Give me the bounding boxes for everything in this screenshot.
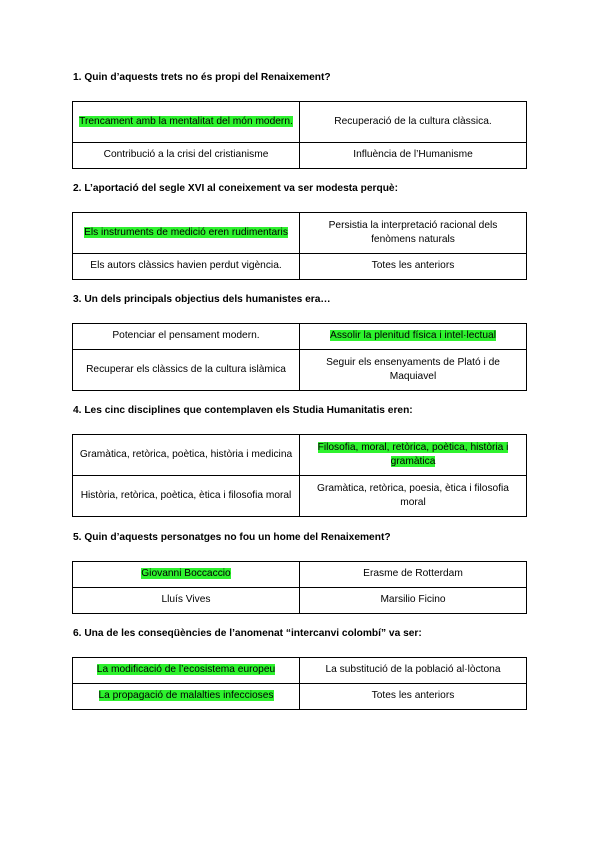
option[interactable]: [73, 324, 300, 350]
option-text: Els instruments de medició eren rudimentaris: [84, 226, 288, 238]
option[interactable]: [300, 684, 527, 710]
option[interactable]: [73, 143, 300, 169]
option[interactable]: [300, 254, 527, 280]
option-text: Trencament amb la mentalitat del món modern.: [79, 115, 293, 127]
option[interactable]: [73, 562, 300, 588]
option-text: Marsilio Ficino: [380, 594, 446, 606]
question-2-title: 2. L’aportació del segle XVI al coneixement va ser modesta perquè:: [73, 183, 398, 194]
option-text: Seguir els ensenyaments de Plató i de Maquiavel: [326, 356, 500, 382]
question-2-options: [72, 212, 527, 280]
option-text: Gramàtica, retòrica, poètica, història i medicina: [79, 448, 293, 460]
option-text: Els autors clàssics havien perdut vigència.: [90, 260, 282, 272]
option[interactable]: [300, 213, 527, 254]
option[interactable]: [73, 102, 300, 143]
option-text: Influència de l’Humanisme: [353, 149, 473, 161]
option-text: Erasme de Rotterdam: [363, 568, 463, 580]
question-4-title: 4. Les cinc disciplines que contemplaven els Studia Humanitatis eren:: [73, 405, 413, 416]
option-text: Història, retòrica, poètica, ètica i filosofia moral: [80, 489, 292, 501]
option-text: Lluís Vives: [161, 594, 211, 606]
question-1-options: [72, 101, 527, 169]
question-6-options: [72, 657, 527, 710]
option[interactable]: [73, 435, 300, 476]
option-text: Totes les anteriors: [371, 260, 455, 272]
question-3-options: [72, 323, 527, 391]
option[interactable]: [300, 562, 527, 588]
option-text: La substitució de la població al·lòctona: [325, 664, 501, 676]
option[interactable]: [300, 658, 527, 684]
question-3-title: 3. Un dels principals objectius dels humanistes era…: [73, 294, 331, 305]
option-text: Recuperar els clàssics de la cultura islàmica: [86, 363, 286, 375]
option-text: La propagació de malalties infeccioses: [98, 690, 274, 702]
option[interactable]: [300, 102, 527, 143]
option-text: Gramàtica, retòrica, poesia, ètica i filosofia moral: [317, 482, 509, 508]
option-text: Potenciar el pensament modern.: [112, 330, 260, 342]
option[interactable]: [300, 435, 527, 476]
question-5-title: 5. Quin d’aquests personatges no fou un home del Renaixement?: [73, 532, 391, 543]
option-text: Filosofia, moral, retòrica, poètica, història i gramàtica: [317, 441, 509, 467]
option[interactable]: [73, 476, 300, 517]
option-text: Giovanni Boccaccio: [141, 568, 231, 580]
option-text: Persistia la interpretació racional dels fenòmens naturals: [328, 219, 498, 245]
option-text: Totes les anteriors: [371, 690, 455, 702]
option-text: La modificació de l’ecosistema europeu: [96, 664, 276, 676]
question-1-title: 1. Quin d’aquests trets no és propi del Renaixement?: [73, 72, 331, 83]
option[interactable]: [300, 476, 527, 517]
option-text: Assolir la plenitud física i intel·lectual: [330, 330, 496, 342]
question-5-options: [72, 561, 527, 614]
option-text: Contribució a la crisi del cristianisme: [103, 149, 269, 161]
option[interactable]: [300, 588, 527, 614]
option[interactable]: [73, 588, 300, 614]
question-4-options: [72, 434, 527, 517]
option[interactable]: [73, 254, 300, 280]
option[interactable]: [300, 324, 527, 350]
option[interactable]: [73, 658, 300, 684]
option[interactable]: [300, 350, 527, 391]
option[interactable]: [300, 143, 527, 169]
option[interactable]: [73, 684, 300, 710]
question-6-title: 6. Una de les conseqüències de l’anomenat “intercanvi colombí” va ser:: [73, 628, 422, 639]
option-text: Recuperació de la cultura clàssica.: [334, 115, 492, 127]
option[interactable]: [73, 350, 300, 391]
option[interactable]: [73, 213, 300, 254]
